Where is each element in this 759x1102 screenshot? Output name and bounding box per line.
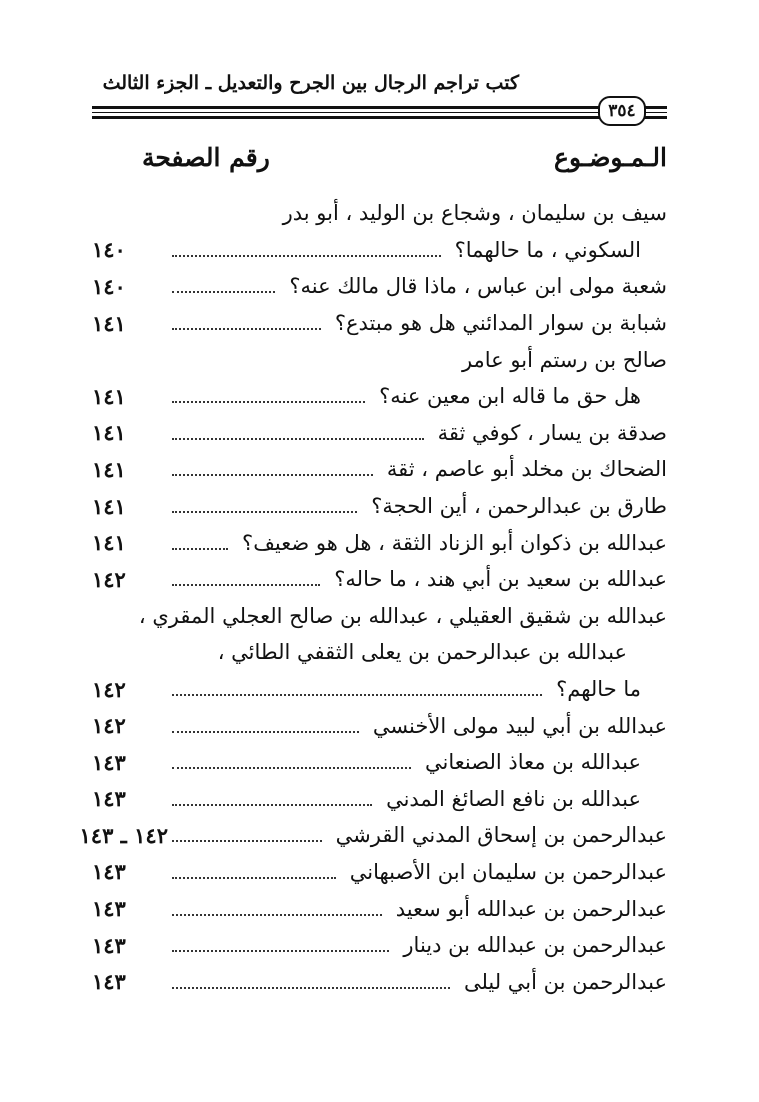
index-entry [92, 451, 667, 488]
index-entry [92, 671, 667, 708]
entry-text: سيف بن سليمان ، وشجاع بن الوليد ، أبو بدر [277, 201, 667, 225]
entry-page: ١٤٢ [92, 566, 126, 592]
header-rule-top [92, 106, 667, 109]
entry-text: السكوني ، ما حالهما؟ [449, 238, 641, 262]
dot-leader [172, 401, 365, 403]
entry-text: عبدالله بن معاذ الصنعاني [419, 750, 641, 774]
entry-page: ١٤٣ [92, 896, 126, 922]
entry-text: عبدالرحمن بن إسحاق المدني القرشي [330, 823, 667, 847]
entry-page: ١٤٠ [92, 273, 126, 299]
entry-text: عبدالرحمن بن أبي ليلى [458, 970, 667, 994]
dot-leader [172, 877, 336, 879]
entry-text: صالح بن رستم أبو عامر [456, 348, 667, 372]
entry-page: ١٤٢ ـ ١٤٣ [79, 822, 168, 848]
entry-text: عبدالرحمن بن سليمان ابن الأصبهاني [344, 860, 667, 884]
index-entry [92, 415, 667, 452]
dot-leader [172, 914, 382, 916]
index-entry [92, 963, 667, 1000]
column-heading-page-number: رقم الصفحة [142, 143, 270, 172]
index-entries [79, 195, 667, 1000]
header-rule-middle [92, 112, 667, 113]
dot-leader [172, 987, 450, 989]
entry-page: ١٤٣ [92, 932, 126, 958]
dot-leader [172, 474, 373, 476]
dot-leader [172, 950, 389, 952]
entry-page: ١٤١ [92, 420, 126, 446]
index-entry [92, 232, 667, 269]
index-entry [92, 341, 667, 378]
entry-text: ما حالهم؟ [550, 677, 641, 701]
entry-page: ١٤١ [92, 310, 126, 336]
entry-text: عبدالله بن نافع الصائغ المدني [380, 787, 641, 811]
entry-text: عبدالله بن سعيد بن أبي هند ، ما حاله؟ [328, 567, 667, 591]
entry-text: شبابة بن سوار المدائني هل هو مبتدع؟ [329, 311, 667, 335]
entry-page: ١٤٣ [92, 969, 126, 995]
dot-leader [172, 548, 228, 550]
index-entry [92, 524, 667, 561]
column-heading-topic: الـمـوضـوع [554, 143, 667, 172]
dot-leader [172, 731, 359, 733]
entry-page: ١٤١ [92, 383, 126, 409]
index-entry [92, 268, 667, 305]
index-entry [92, 598, 667, 635]
entry-text: عبدالله بن أبي لبيد مولى الأخنسي [367, 714, 667, 738]
dot-leader [172, 840, 322, 842]
header-rule-bottom [92, 116, 667, 119]
index-entry [92, 890, 667, 927]
entry-page: ١٤٣ [92, 859, 126, 885]
index-entry [92, 561, 667, 598]
entry-page: ١٤٣ [92, 749, 126, 775]
entry-text: الضحاك بن مخلد أبو عاصم ، ثقة [381, 457, 667, 481]
dot-leader [172, 804, 372, 806]
dot-leader [172, 511, 357, 513]
dot-leader [172, 291, 275, 293]
entry-text: هل حق ما قاله ابن معين عنه؟ [373, 384, 641, 408]
entry-page: ١٤١ [92, 493, 126, 519]
entry-text: صدقة بن يسار ، كوفي ثقة [432, 421, 667, 445]
entry-page: ١٤١ [92, 530, 126, 556]
index-entry [92, 488, 667, 525]
entry-page: ١٤٠ [92, 237, 126, 263]
entry-page: ١٤٣ [92, 786, 126, 812]
dot-leader [172, 584, 320, 586]
index-entry [92, 634, 667, 671]
entry-text: عبدالله بن شقيق العقيلي ، عبدالله بن صالح العجلي المقري ، [133, 604, 667, 628]
dot-leader [172, 328, 321, 330]
index-entry [92, 854, 667, 891]
entry-text: عبدالله بن عبدالرحمن بن يعلى الثقفي الطائي ، [212, 640, 627, 664]
entry-text: عبدالرحمن بن عبدالله بن دينار [397, 933, 667, 957]
index-entry [92, 195, 667, 232]
index-entry [92, 707, 667, 744]
index-entry [92, 744, 667, 781]
dot-leader [172, 438, 424, 440]
index-entry [79, 817, 667, 854]
dot-leader [172, 255, 441, 257]
page-number: ٣٥٤ [598, 96, 646, 126]
running-header-title: كتب تراجم الرجال بين الجرح والتعديل ـ الجزء الثالث [102, 72, 519, 94]
entry-text: شعبة مولى ابن عباس ، ماذا قال مالك عنه؟ [283, 274, 667, 298]
entry-text: عبدالله بن ذكوان أبو الزناد الثقة ، هل هو ضعيف؟ [236, 531, 667, 555]
entry-text: طارق بن عبدالرحمن ، أين الحجة؟ [365, 494, 667, 518]
index-entry [92, 781, 667, 818]
entry-page: ١٤٢ [92, 676, 126, 702]
entry-text: عبدالرحمن بن عبدالله أبو سعيد [390, 897, 667, 921]
index-entry [92, 927, 667, 964]
index-entry [92, 305, 667, 342]
dot-leader [172, 694, 542, 696]
entry-page: ١٤٢ [92, 713, 126, 739]
entry-page: ١٤١ [92, 456, 126, 482]
dot-leader [172, 767, 411, 769]
index-entry [92, 378, 667, 415]
